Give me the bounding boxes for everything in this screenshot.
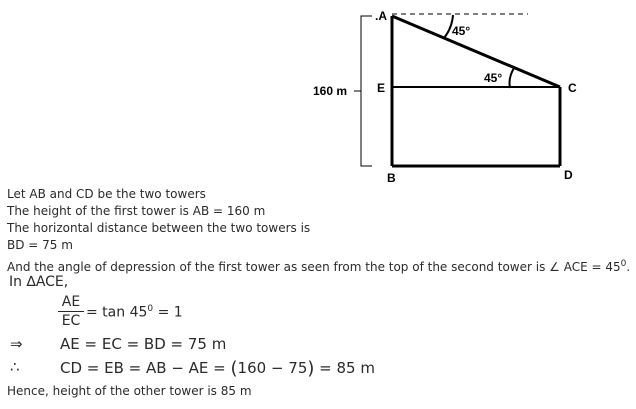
equation-2: AE = EC = BD = 75 m <box>60 335 227 353</box>
text-line-5-end: . <box>626 260 631 274</box>
equation-3-post: = 85 m <box>314 359 375 377</box>
label-angle-c: 45° <box>484 71 503 85</box>
text-line-3: The horizontal distance between the two towers is <box>7 221 311 235</box>
paren-close: ) <box>307 358 315 379</box>
text-line-4: BD = 75 m <box>7 238 73 252</box>
equation-3-pre: CD = EB = AB − AE = <box>60 359 231 377</box>
paren-open: ( <box>230 358 238 379</box>
angle-arc-c <box>510 68 515 88</box>
label-e: E <box>377 81 386 95</box>
fraction-numerator: AE <box>58 294 84 312</box>
text-line-5 <box>7 257 630 274</box>
text-line-5-post: ACE = 45 <box>559 260 621 274</box>
label-d: D <box>564 168 573 182</box>
equation-1-sup: 0 <box>147 304 154 314</box>
fraction-denominator: EC <box>61 313 81 329</box>
equation-1-end: = 1 <box>153 304 183 321</box>
equation-3-inner: 160 − 75 <box>237 359 308 377</box>
line-ac <box>392 16 560 87</box>
equation-1-rest: = tan 45 <box>86 304 148 321</box>
label-b: B <box>387 171 396 185</box>
label-angle-top: 45° <box>452 24 471 38</box>
equation-3 <box>60 358 375 379</box>
angle-symbol: ∠ <box>549 260 560 274</box>
text-line-1: Let AB and CD be the two towers <box>7 187 206 201</box>
conclusion: Hence, height of the other tower is 85 m <box>7 384 252 398</box>
in-triangle: In ∆ACE, <box>9 274 69 290</box>
therefore-symbol: ∴ <box>10 358 20 376</box>
fraction-ae-ec <box>58 294 84 329</box>
degree-sup: 0 <box>620 259 627 269</box>
height-bracket <box>361 16 372 166</box>
label-c: C <box>568 81 577 95</box>
label-height: 160 m <box>313 84 348 98</box>
implies-symbol: ⇒ <box>10 335 23 353</box>
label-a: .A <box>375 9 387 23</box>
tower-figure <box>0 0 636 200</box>
text-line-2: The height of the first tower is AB = 160 m <box>7 204 266 218</box>
text-line-5-pre: And the angle of depression of the first tower as seen from the top of the second tower is <box>7 260 550 274</box>
equation-1 <box>86 304 183 321</box>
